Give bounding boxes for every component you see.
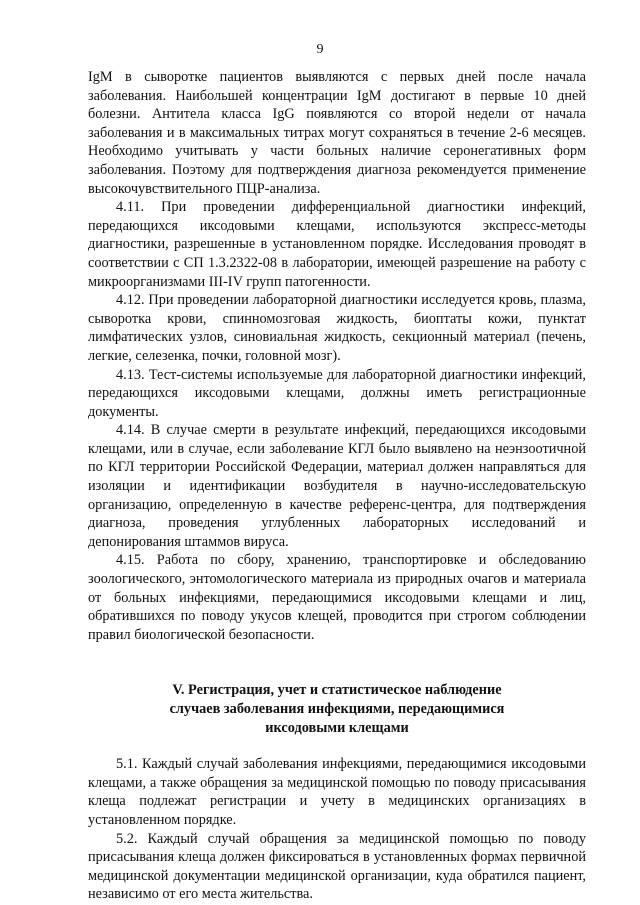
paragraph-4-15: 4.15. Работа по сбору, хранению, транспортировке и обследованию зоологического, энтомологического материала из природных очагов и материала от больных инфекциями, передающимися иксодовыми клещами и лиц, обратившихся по поводу укусов клещей, проводится при строгом соблюдении правил биологической безопасности. <box>88 552 586 643</box>
spacer <box>88 644 586 681</box>
paragraph-5-2: 5.2. Каждый случай обращения за медицинской помощью по поводу присасывания клеща должен фиксироваться в установленных формах первичной медицинской документации медицинской организации, куда обратился пациент, независимо от его места жительства. <box>88 830 586 903</box>
paragraph-antibodies: IgM в сыворотке пациентов выявляются с первых дней после начала заболевания. Наибольшей концентрации IgM достигают в первые 10 дней болезни. Антитела класса IgG появляются со второй недели от начала заболевания и в максимальных титрах могут сохраняться в течение 2-6 месяцев. Необходимо учитывать у части больных наличие серонегативных форм заболевания. Поэтому для подтверждения диагноза рекомендуется применение высокочувствительного ПЦР-анализа. <box>88 69 586 197</box>
document-body <box>88 68 586 904</box>
paragraph-4-13: 4.13. Тест-системы используемые для лабораторной диагностики инфекций, передающихся иксодовыми клещами, должны иметь регистрационные документы. <box>88 366 586 420</box>
spacer <box>88 737 586 755</box>
section-heading <box>88 681 586 737</box>
section-heading-line-3: иксодовыми клещами <box>265 719 409 736</box>
paragraph-4-14: 4.14. В случае смерти в результате инфекций, передающихся иксодовыми клещами, или в случае, если заболевание КГЛ было выявлено на неэнзоотичной по КГЛ территории Российской Федерации, материал должен направляться для изоляции и идентификации возбудителя в научно-исследовательскую организацию, определенную в качестве референс-центра, для подтверждения диагноза, проведения углубленных лабораторных исследований и депонирования штаммов вируса. <box>88 422 586 550</box>
paragraph-5-1: 5.1. Каждый случай заболевания инфекциями, передающимися иксодовыми клещами, а также обращения за медицинской помощью по поводу присасывания клеща подлежат регистрации и учету в медицинских организациях в установленном порядке. <box>88 756 586 828</box>
paragraph-4-11: 4.11. При проведении дифференциальной диагностики инфекций, передающихся иксодовыми клещами, используются экспресс-методы диагностики, разрешенные в установленном порядке. Исследования проводят в соответствии с СП 1.3.2322-08 в лаборатории, имеющей разрешение на работу с микроорганизмами III-IV групп патогенности. <box>88 199 586 290</box>
paragraph-4-12: 4.12. При проведении лабораторной диагностики исследуется кровь, плазма, сыворотка крови, спинномозговая жидкость, биоптаты кожи, пунктат лимфатических узлов, синовиальная жидкость, секционный материал (печень, легкие, селезенка, почки, головной мозг). <box>88 292 586 364</box>
section-heading-line-1: V. Регистрация, учет и статистическое наблюдение <box>172 682 502 699</box>
page-number: 9 <box>316 42 324 57</box>
section-heading-line-2: случаев заболевания инфекциями, передающимися <box>169 701 505 717</box>
